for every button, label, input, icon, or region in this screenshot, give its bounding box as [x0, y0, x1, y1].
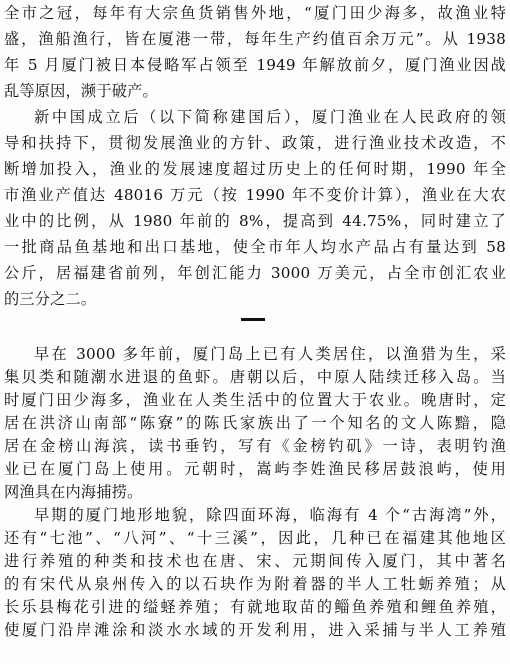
paragraph-line: 年 5 月厦门被日本侵略军占领至 1949 年解放前夕，厦门渔业因战	[4, 56, 506, 74]
paragraph-line: 进行养殖的种类和技术也在唐、宋、元期间传入厦门，其中著名	[4, 552, 506, 570]
paragraph-line: 还有“七池”、“八河”、“十三溪”，因此，几种已在福建其他地区	[4, 529, 506, 547]
paragraph-line: 早在 3000 多年前，厦门岛上已有人类居住，以渔猎为生，采	[34, 345, 506, 363]
paragraph-line: 导和扶持下，贯彻发展渔业的方针、政策，进行渔业技术改造，不	[4, 134, 506, 152]
paragraph-line: 的有宋代从泉州传入的以石块作为附着器的半人工牡蛎养殖；从	[4, 575, 506, 593]
paragraph-line: 时厦门田少海多，渔业在人类生活中的位置大于农业。晚唐时，定	[4, 391, 506, 409]
paragraph-line: 的三分之二。	[4, 290, 97, 308]
paragraph-line: 全市之冠，每年有大宗鱼货销售外地，“厦门田少海多，故渔业特	[4, 4, 506, 22]
paragraph-line: 长乐县梅花引进的缢蛏养殖；有就地取苗的鲻鱼养殖和鲤鱼养殖，	[4, 598, 506, 616]
paragraph-line: 乱等原因，濒于破产。	[4, 82, 158, 100]
paragraph-line: 居在金榜山海滨，读书垂钓，写有《金榜钓矶》一诗，表明钓渔	[4, 437, 506, 455]
paragraph-line: 盛，渔船渔行，皆在厦港一带，每年生产约值百余万元”。从 1938	[4, 30, 506, 48]
paragraph-line: 早期的厦门地形地貌，除四面环海，临海有 4 个“古海湾”外，	[34, 506, 506, 524]
paragraph-line: 新中国成立后（以下简称建国后），厦门渔业在人民政府的领	[34, 108, 506, 126]
paragraph-line: 网渔具在内海捕捞。	[4, 483, 143, 501]
section-separator	[241, 318, 265, 321]
paragraph-line: 集贝类和随潮水进退的鱼虾。唐朝以后，中原人陆续迁移入岛。当	[4, 368, 506, 386]
paragraph-line: 一批商品鱼基地和出口基地，使全市年人均水产品占有量达到 58	[4, 238, 506, 256]
paragraph-line: 公斤，居福建省前列，年创汇能力 3000 万美元，占全市创汇农业	[4, 264, 506, 282]
paragraph-line: 断增加投入，渔业的发展速度超过历史上的任何时期，1990 年全	[4, 160, 506, 178]
paragraph-line: 业已在厦门岛上使用。元朝时，嵩屿李姓渔民移居鼓浪屿，使用	[4, 460, 506, 478]
paragraph-line: 市渔业产值达 48016 万元（按 1990 年不变价计算），渔业在大农	[4, 186, 506, 204]
paragraph-line: 居在洪济山南部“陈寮”的陈氏家族出了一个知名的文人陈黯，隐	[4, 414, 506, 432]
paragraph-line: 使厦门沿岸滩涂和淡水水域的开发利用，进入采捕与半人工养殖	[4, 621, 506, 639]
paragraph-line: 业中的比例，从 1980 年前的 8%，提高到 44.75%，同时建立了	[4, 212, 506, 230]
